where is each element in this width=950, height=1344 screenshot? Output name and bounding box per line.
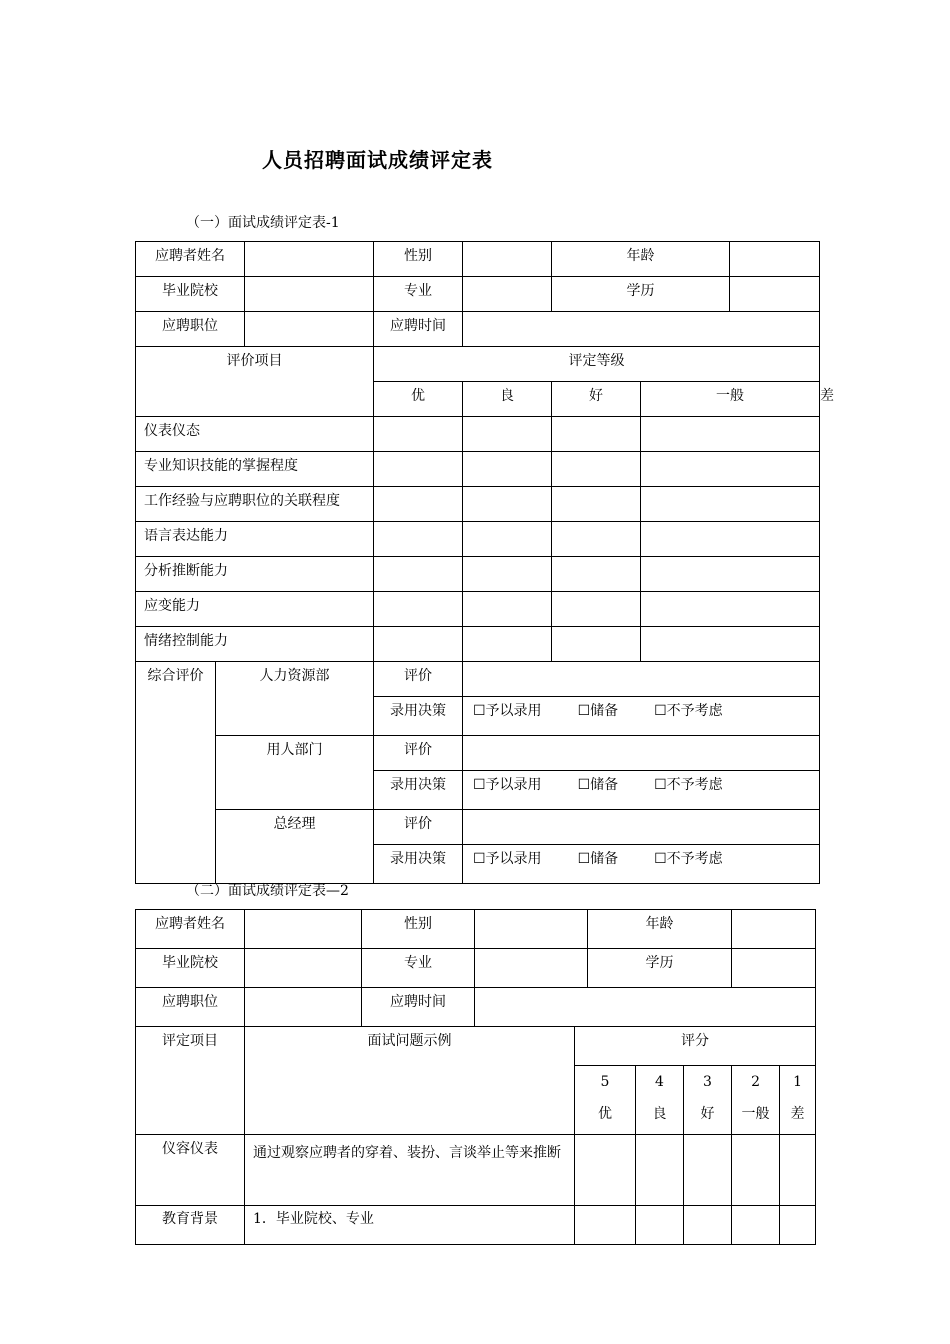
age-field[interactable] — [732, 910, 816, 949]
gender-label: 性别 — [374, 242, 463, 277]
eval-label: 评价 — [374, 736, 463, 771]
grade-cell[interactable] — [552, 592, 641, 627]
time-field[interactable] — [463, 312, 820, 347]
age-label: 年龄 — [588, 910, 732, 949]
option-hire[interactable]: ☐予以录用 — [473, 851, 542, 867]
eval-label: 评价 — [374, 662, 463, 697]
eval-row — [136, 627, 820, 662]
score-col: 5 优 — [575, 1066, 636, 1135]
position-field[interactable] — [245, 312, 374, 347]
eval-item: 工作经验与应聘职位的关联程度 — [136, 487, 374, 522]
eval-row — [136, 452, 820, 487]
eval-item: 分析推断能力 — [136, 557, 374, 592]
decision-options — [463, 697, 820, 736]
name-label: 应聘者姓名 — [136, 242, 245, 277]
gender-label: 性别 — [362, 910, 475, 949]
grade-cell[interactable] — [374, 592, 463, 627]
grade-cell[interactable] — [552, 452, 641, 487]
section2-heading: （二）面试成绩评定表—2 — [186, 883, 349, 899]
score-col: 1 差 — [780, 1066, 816, 1135]
grade-col: 优 — [374, 382, 463, 417]
score-col: 4 良 — [636, 1066, 684, 1135]
major-label: 专业 — [362, 949, 475, 988]
grade-col: 良 — [463, 382, 552, 417]
name-field[interactable] — [245, 910, 362, 949]
score-cell[interactable] — [636, 1206, 684, 1245]
age-field[interactable] — [730, 242, 820, 277]
option-reject[interactable]: ☐不予考虑 — [654, 703, 723, 719]
grade-cell[interactable] — [374, 487, 463, 522]
eval-field[interactable] — [463, 810, 820, 845]
grade-cell[interactable] — [463, 557, 552, 592]
grade-cell[interactable] — [641, 417, 820, 452]
eval-row — [136, 487, 820, 522]
score-cell[interactable] — [780, 1135, 816, 1206]
section1-heading: （一）面试成绩评定表-1 — [186, 215, 340, 231]
grade-cell[interactable] — [463, 592, 552, 627]
grade-cell[interactable] — [374, 557, 463, 592]
grade-cell[interactable] — [374, 452, 463, 487]
grade-cell[interactable] — [463, 452, 552, 487]
decision-options — [463, 845, 820, 884]
grade-cell[interactable] — [641, 522, 820, 557]
score-cell[interactable] — [732, 1135, 780, 1206]
major-label: 专业 — [374, 277, 463, 312]
grade-cell[interactable] — [374, 417, 463, 452]
table-row — [136, 1206, 816, 1245]
time-label: 应聘时间 — [362, 988, 475, 1027]
school-label: 毕业院校 — [136, 949, 245, 988]
eval-field[interactable] — [463, 662, 820, 697]
eval-item: 情绪控制能力 — [136, 627, 374, 662]
score-cell[interactable] — [732, 1206, 780, 1245]
table-row — [136, 1135, 816, 1206]
name-field[interactable] — [245, 242, 374, 277]
grade-cell[interactable] — [374, 627, 463, 662]
gender-field[interactable] — [463, 242, 552, 277]
eval-field[interactable] — [463, 736, 820, 771]
option-reserve[interactable]: ☐储备 — [577, 777, 619, 793]
degree-field[interactable] — [732, 949, 816, 988]
score-cell[interactable] — [780, 1206, 816, 1245]
grade-cell[interactable] — [463, 522, 552, 557]
eval-item: 专业知识技能的掌握程度 — [136, 452, 374, 487]
name-label: 应聘者姓名 — [136, 910, 245, 949]
school-field[interactable] — [245, 277, 374, 312]
decision-options — [463, 771, 820, 810]
degree-label: 学历 — [588, 949, 732, 988]
dept-hr: 人力资源部 — [216, 662, 374, 736]
page-title: 人员招聘面试成绩评定表 — [262, 148, 493, 172]
score-col: 3 好 — [684, 1066, 732, 1135]
time-field[interactable] — [475, 988, 816, 1027]
overall-label: 综合评价 — [136, 662, 216, 884]
option-reserve[interactable]: ☐储备 — [577, 851, 619, 867]
eval-row — [136, 557, 820, 592]
grade-cell[interactable] — [463, 417, 552, 452]
major-field[interactable] — [475, 949, 588, 988]
decision-label: 录用决策 — [374, 697, 463, 736]
school-label: 毕业院校 — [136, 277, 245, 312]
grade-cell[interactable] — [463, 487, 552, 522]
eval-label: 评价 — [374, 810, 463, 845]
eval-item: 语言表达能力 — [136, 522, 374, 557]
eval-row — [136, 522, 820, 557]
grade-cell[interactable] — [641, 627, 820, 662]
option-reject[interactable]: ☐不予考虑 — [654, 851, 723, 867]
question-cell: 1．毕业院校、专业 — [245, 1206, 575, 1245]
eval-row — [136, 592, 820, 627]
grade-cell[interactable] — [641, 487, 820, 522]
eval-item: 应变能力 — [136, 592, 374, 627]
interview-table-1: 应聘者姓名 性别 年龄 毕业院校 专业 学历 应聘职位 应聘时间 评价项目 评定等级 优 良 好 一般 差 仪表仪态 专业知识技能的掌握程度 工作经验与应聘职位的关联程度 语言表达能力 分析推断能力 应变能力 情绪控制能力 综合评价 人力资源部 评价 录用决策 ☐予以录用 ☐储备 ☐不予考虑 用人部门 评价 录用决策 ☐予以录用 ☐储备 ☐不予考虑 总经理 评价 录用决策 ☐予以录用 ☐储备 ☐不予考虑 — [135, 241, 820, 884]
degree-label: 学历 — [552, 277, 730, 312]
option-hire[interactable]: ☐予以录用 — [473, 777, 542, 793]
grade-col: 好 — [552, 382, 641, 417]
position-field[interactable] — [245, 988, 362, 1027]
item-cell: 仪容仪表 — [136, 1135, 245, 1206]
score-header: 评分 — [575, 1027, 816, 1066]
option-reject[interactable]: ☐不予考虑 — [654, 777, 723, 793]
score-cell[interactable] — [684, 1206, 732, 1245]
option-reserve[interactable]: ☐储备 — [577, 703, 619, 719]
age-label: 年龄 — [552, 242, 730, 277]
major-field[interactable] — [463, 277, 552, 312]
eval-item: 仪表仪态 — [136, 417, 374, 452]
position-label: 应聘职位 — [136, 988, 245, 1027]
eval-row — [136, 417, 820, 452]
interview-table-2 — [135, 909, 816, 1245]
position-label: 应聘职位 — [136, 312, 245, 347]
grade-cell[interactable] — [552, 522, 641, 557]
dept-gm: 总经理 — [216, 810, 374, 884]
score-cell[interactable] — [684, 1135, 732, 1206]
grade-cell[interactable] — [641, 592, 820, 627]
degree-field[interactable] — [730, 277, 820, 312]
eval-item-header: 评价项目 — [136, 347, 374, 417]
decision-label: 录用决策 — [374, 845, 463, 884]
score-cell[interactable] — [575, 1135, 636, 1206]
question-cell: 通过观察应聘者的穿着、装扮、言谈举止等来推断 — [245, 1135, 575, 1206]
dept-user: 用人部门 — [216, 736, 374, 810]
item-cell: 教育背景 — [136, 1206, 245, 1245]
grade-cell[interactable] — [463, 627, 552, 662]
grade-cell[interactable] — [641, 557, 820, 592]
grade-header: 评定等级 — [374, 347, 820, 382]
grade-cell[interactable] — [552, 557, 641, 592]
decision-label: 录用决策 — [374, 771, 463, 810]
grade-cell[interactable] — [374, 522, 463, 557]
question-header: 面试问题示例 — [245, 1027, 575, 1135]
school-field[interactable] — [245, 949, 362, 988]
score-cell[interactable] — [636, 1135, 684, 1206]
score-cell[interactable] — [575, 1206, 636, 1245]
grade-cell[interactable] — [552, 417, 641, 452]
grade-cell[interactable] — [552, 627, 641, 662]
option-hire[interactable]: ☐予以录用 — [473, 703, 542, 719]
item-header: 评定项目 — [136, 1027, 245, 1135]
score-col: 2 一般 — [732, 1066, 780, 1135]
grade-cell[interactable] — [641, 452, 820, 487]
grade-col: 一般 — [641, 382, 820, 417]
time-label: 应聘时间 — [374, 312, 463, 347]
grade-cell[interactable] — [552, 487, 641, 522]
gender-field[interactable] — [475, 910, 588, 949]
